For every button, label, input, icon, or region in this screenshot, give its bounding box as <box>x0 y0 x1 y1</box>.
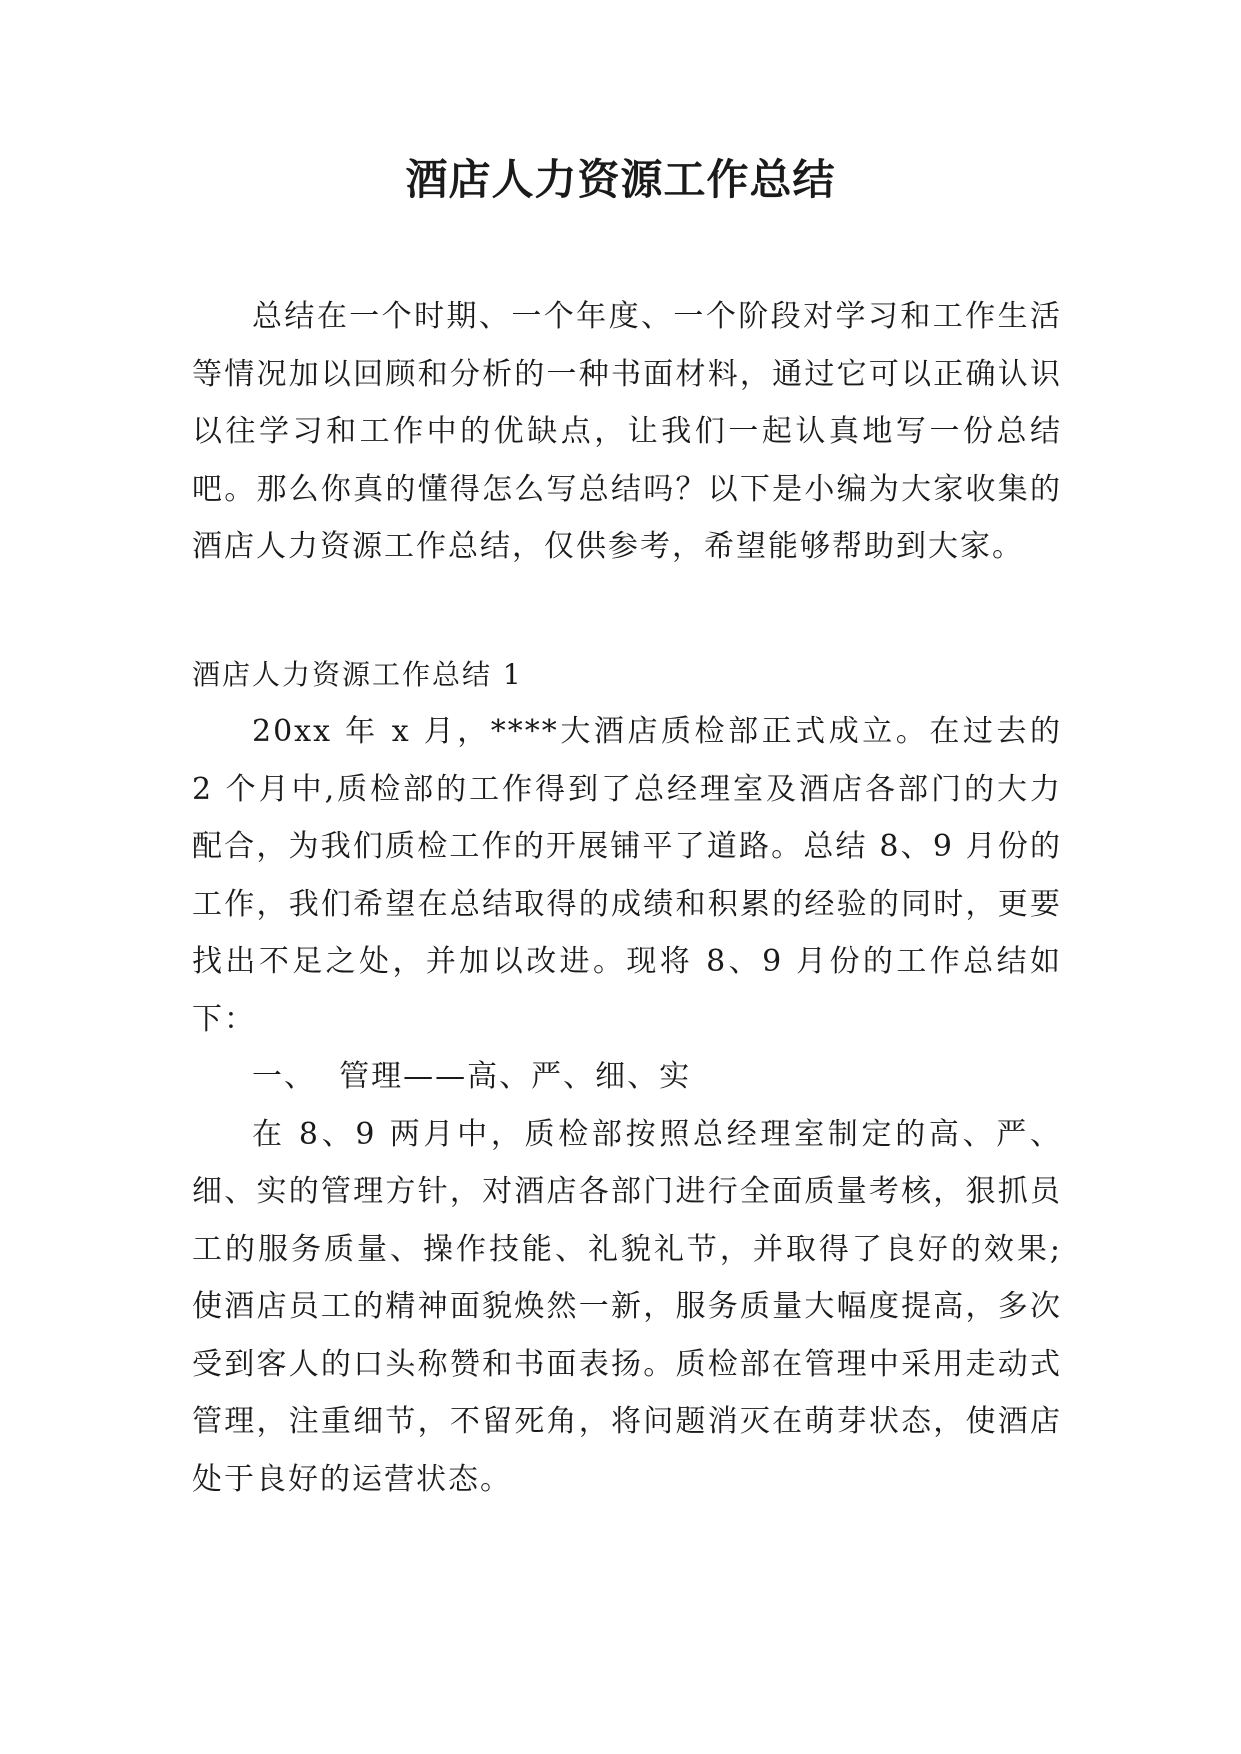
intro-paragraph: 总结在一个时期、一个年度、一个阶段对学习和工作生活等情况加以回顾和分析的一种书面材料，通过它可以正确认识以往学习和工作中的优缺点，让我们一起认真地写一份总结吧。那么你真的懂得怎么写总结吗？以下是小编为大家收集的酒店人力资源工作总结，仅供参考，希望能够帮助到大家。 <box>192 299 1062 564</box>
document-title: 酒店人力资源工作总结 <box>405 155 836 204</box>
document-body <box>192 288 1062 1508</box>
body-paragraph-2: 在 8、9 两月中，质检部按照总经理室制定的高、严、细、实的管理方针，对酒店各部门进行全面质量考核，狠抓员工的服务质量、操作技能、礼貌礼节，并取得了良好的效果;使酒店员工的精神面貌焕然一新，服务质量大幅度提高，多次受到客人的口头称赞和书面表扬。质检部在管理中采用走动式管理，注重细节，不留死角，将问题消灭在萌芽状态，使酒店处于良好的运营状态。 <box>192 1116 1062 1497</box>
body-paragraph-1: 20xx 年 x 月，****大酒店质检部正式成立。在过去的 2 个月中,质检部的工作得到了总经理室及酒店各部门的大力配合，为我们质检工作的开展铺平了道路。总结 8、9 月份的工作，我们希望在总结取得的成绩和积累的经验的同时，更要找出不足之处，并加以改进。现将 8、9 月份的工作总结如下： <box>192 714 1062 1037</box>
section-heading-management: 一、 管理——高、严、细、实 <box>252 1059 692 1094</box>
section-title: 酒店人力资源工作总结 1 <box>192 657 523 691</box>
